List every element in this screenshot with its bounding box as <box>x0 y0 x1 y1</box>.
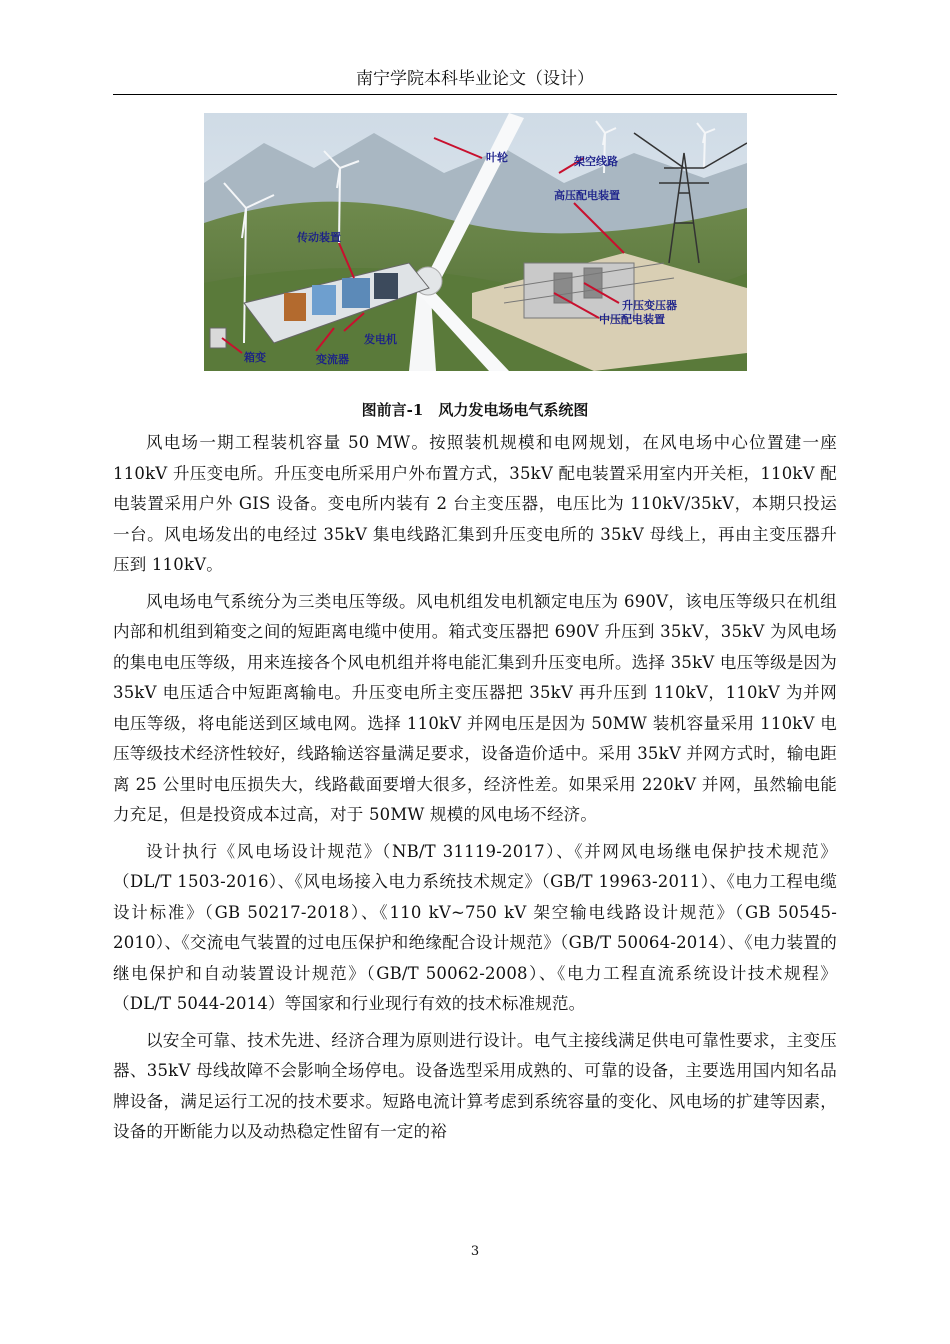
body-text <box>113 428 837 1154</box>
label-hv-switchgear: 高压配电装置 <box>554 189 620 202</box>
label-overhead-line: 架空线路 <box>574 155 618 168</box>
wind-farm-figure <box>204 113 747 371</box>
label-box-transformer: 箱变 <box>244 351 266 364</box>
label-step-up-transformer: 升压变压器 <box>622 299 677 312</box>
wind-farm-illustration <box>204 113 747 371</box>
header-rule <box>113 94 837 95</box>
label-generator: 发电机 <box>364 333 397 346</box>
page-number: 3 <box>470 1244 480 1259</box>
label-converter: 变流器 <box>316 353 349 366</box>
label-impeller: 叶轮 <box>486 151 508 164</box>
paragraph: 风电场电气系统分为三类电压等级。风电机组发电机额定电压为 690V，该电压等级只在机组内部和机组到箱变之间的短距离电缆中使用。箱式变压器把 690V 升压到 35kV，35kV 为风电场的集电电压等级，用来连接各个风电机组并将电能汇集到升压变电所。选择 35kV 电压等级是因为 35kV 电压适合中短距离输电。升压变电所主变压器把 35kV 再升压到 110kV，110kV 为并网电压等级，将电能送到区域电网。选择 110kV 并网电压是因为 50MW 装机容量采用 110kV 电压等级技术经济性较好，线路输送容量满足要求，设备造价适中。采用 35kV 并网方式时，输电距离 25 公里时电压损失大，线路截面要增大很多，经济性差。如果采用 220kV 并网，虽然输电能力充足，但是投资成本过高，对于 50MW 规模的风电场不经济。 <box>113 591 837 824</box>
paragraph: 以安全可靠、技术先进、经济合理为原则进行设计。电气主接线满足供电可靠性要求，主变压器、35kV 母线故障不会影响全场停电。设备选型采用成熟的、可靠的设备，主要选用国内知名品牌设备，满足运行工况的技术要求。短路电流计算考虑到系统容量的变化、风电场的扩建等因素，设备的开断能力以及动热稳定性留有一定的裕 <box>113 1030 837 1141</box>
page-header: 南宁学院本科毕业论文（设计） <box>356 69 594 89</box>
label-mv-switchgear: 中压配电装置 <box>599 313 665 326</box>
paragraph: 风电场一期工程装机容量 50 MW。按照装机规模和电网规划，在风电场中心位置建一座 110kV 升压变电所。升压变电所采用户外布置方式，35kV 配电装置采用室内开关柜，110kV 配电装置采用户外 GIS 设备。变电所内装有 2 台主变压器，电压比为 110kV/35kV，本期只投运一台。风电场发出的电经过 35kV 集电线路汇集到升压变电所的 35kV 母线上，再由主变压器升压到 110kV。 <box>113 433 837 574</box>
paragraph: 设计执行《风电场设计规范》（NB/T 31119-2017）、《并网风电场继电保护技术规范》（DL/T 1503-2016）、《风电场接入电力系统技术规定》（GB/T 19963-2011）、《电力工程电缆设计标准》（GB 50217-2018）、《110 kV~750 kV 架空输电线路设计规范》（GB 50545-2010）、《交流电气装置的过电压保护和绝缘配合设计规范》（GB/T 50064-2014）、《电力装置的继电保护和自动装置设计规范》（GB/T 50062-2008）、《电力工程直流系统设计技术规程》（DL/T 5044-2014）等国家和行业现行有效的技术标准规范。 <box>113 841 837 1013</box>
figure-caption: 图前言-1 风力发电场电气系统图 <box>361 401 589 419</box>
label-transmission: 传动装置 <box>297 231 341 244</box>
